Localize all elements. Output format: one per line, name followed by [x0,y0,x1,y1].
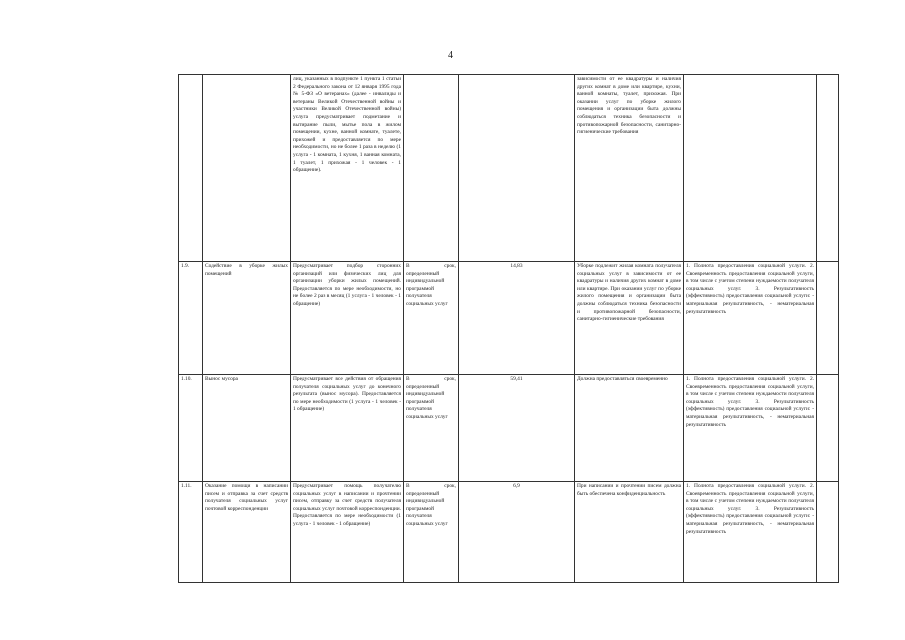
table-row [179,482,839,583]
empty-cell [817,262,839,375]
service-term [404,75,459,262]
table-row [179,262,839,375]
quality-standard: При написании и прочтении писем должна быть обеспечена конфиденциальность [575,482,684,583]
empty-cell [817,75,839,262]
page-number: 4 [448,50,453,61]
service-name: Оказание помощи в написании писем и отправка за счет средств получателя социальных услуг почтовой корреспонденции [203,482,291,583]
service-name: Вынос мусора [203,375,291,482]
service-price: 59,41 [459,375,575,482]
empty-cell [817,375,839,482]
service-term: В срок, определенный индивидуальной программой получателя социальных услуг [404,482,459,583]
quality-indicators: 1. Полнота предоставления социальной услуги. 2. Своевременность предоставления социальной услуги, в том числе с учетом степени нуждаемости получателя социальных услуг. 3. Результативность (эффективность) предоставления социальной услуги: - материальная результативность, - нематериальная результативность [684,262,817,375]
service-name [203,75,291,262]
table-row [179,375,839,482]
quality-standard: Должна предоставляться своевременно [575,375,684,482]
row-number [179,75,203,262]
services-table [178,74,839,583]
service-description: лиц, указанных в подпункте 1 пункта 1 статьи 2 Федерального закона от 12 января 1995 года № 5-ФЗ «О ветеранах» (далее - инвалиды и ветераны Великой Отечественной войны и участники Великой Отечественной войны) услуга предусматривает подметание и вытирание пыли, мытье пола в жилом помещении, кухне, ванной комнате, туалете, прихожей и предоставляется по мере необходимости, но не более 1 раза в неделю (1 услуга - 1 комната, 1 кухня, 1 ванная комната, 1 туалет, 1 прихожая - 1 человек - 1 обращение). [291,75,404,262]
quality-standard: зависимости от ее квадратуры и наличия других комнат в доме или квартире, кухни, ванной комнаты, туалет, прихожая. При оказании услуг по уборке жилого помещения и организации быта должны соблюдаться техника безопасности и противопожарной безопасности, санитарно-гигиенические требования [575,75,684,262]
empty-cell [817,482,839,583]
service-term: В срок, определенный индивидуальной программой получателя социальных услуг [404,375,459,482]
quality-indicators: 1. Полнота предоставления социальной услуги. 2. Своевременность предоставления социальной услуги, в том числе с учетом степени нуждаемости получателя социальных услуг. 3. Результативность (эффективность) предоставления социальной услуги: - материальная результативность, - нематериальная результативность [684,482,817,583]
service-name: Содействие в уборке жилых помещений [203,262,291,375]
service-price [459,75,575,262]
service-price: 6,9 [459,482,575,583]
row-number: 1.9. [179,262,203,375]
quality-indicators: 1. Полнота предоставления социальной услуги. 2. Своевременность предоставления социальной услуги, в том числе с учетом степени нуждаемости получателя социальных услуг. 3. Результативность (эффективность) предоставления социальной услуги: - материальная результативность, - нематериальная результативность [684,375,817,482]
quality-indicators [684,75,817,262]
service-price: 14,83 [459,262,575,375]
table-row [179,75,839,262]
row-number: 1.10. [179,375,203,482]
service-term: В срок, определенный индивидуальной программой получателя социальных услуг [404,262,459,375]
service-description: Предусматривает помощь получателю социальных услуг в написании и прочтении писем, отправку за счет средств получателя социальных услуг почтовой корреспонденции. Предоставляется по мере необходимости (1 услуга - 1 человек - 1 обращение) [291,482,404,583]
quality-standard: Уборке подлежит жилая комната получателя социальных услуг в зависимости от ее квадратуры и наличия других комнат в доме или квартире. При оказании услуг по уборке жилого помещения и организации быта должны соблюдаться техника безопасности и противопожарной безопасности, санитарно-гигиенические требования [575,262,684,375]
service-description: Предусматривает все действия от обращения получателя социальных услуг до конечного результата (вынос мусора). Предоставляется по мере необходимости (1 услуга - 1 человек - 1 обращение) [291,375,404,482]
service-description: Предусматривает подбор сторонних организаций или физических лиц для организации уборки жилых помещений. Предоставляется по мере необходимости, но не более 2 раз в месяц (1 услуга - 1 человек - 1 обращение) [291,262,404,375]
row-number: 1.11. [179,482,203,583]
